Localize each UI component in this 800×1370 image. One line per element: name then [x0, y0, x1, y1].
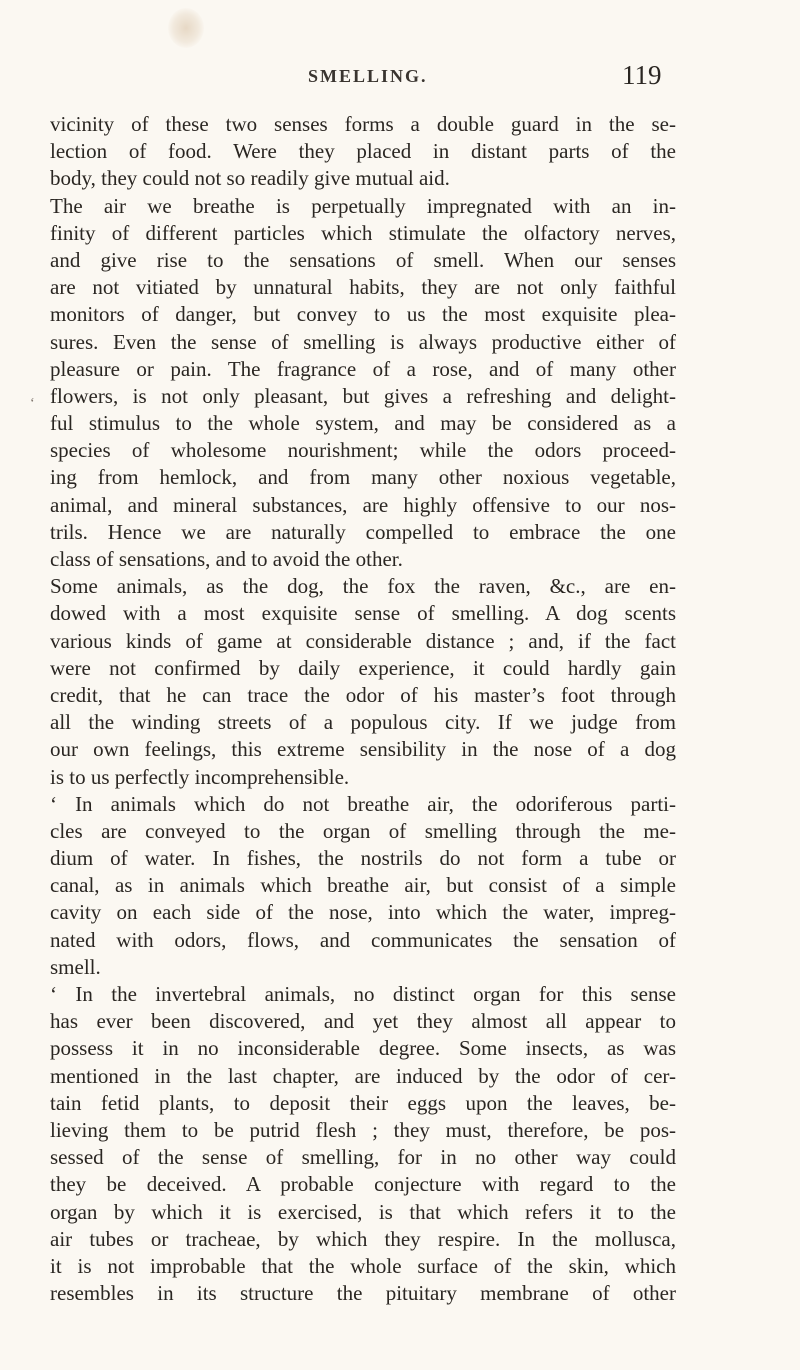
- text-line: has ever been discovered, and yet they almost all appear to: [50, 1009, 676, 1034]
- text-line: class of sensations, and to avoid the other.: [50, 547, 403, 571]
- text-line: it is not improbable that the whole surface of the skin, which: [50, 1253, 676, 1278]
- text-line: species of wholesome nourishment; while the odors proceed-: [50, 438, 676, 463]
- text-line: dium of water. In fishes, the nostrils do not form a tube or: [50, 846, 676, 871]
- text-line: cavity on each side of the nose, into which the water, impreg-: [50, 900, 676, 925]
- text-line: animal, and mineral substances, are highly offensive to our nos-: [50, 492, 676, 517]
- body-text: [50, 111, 676, 1307]
- text-line: The air we breathe is perpetually impregnated with an in-: [50, 193, 676, 218]
- text-line: lieving them to be putrid flesh ; they must, therefore, be pos-: [50, 1117, 676, 1142]
- text-line: cles are conveyed to the organ of smelling through the me-: [50, 818, 676, 843]
- margin-mark: ‘: [30, 396, 35, 411]
- text-line: sures. Even the sense of smelling is always productive either of: [50, 329, 676, 354]
- text-line: ‘ In the invertebral animals, no distinct organ for this sense: [50, 982, 676, 1006]
- text-line: all the winding streets of a populous city. If we judge from: [50, 710, 676, 735]
- text-line: various kinds of game at considerable distance ; and, if the fact: [50, 628, 676, 653]
- text-line: vicinity of these two senses forms a double guard in the se-: [50, 112, 676, 136]
- text-line: and give rise to the sensations of smell. When our senses: [50, 247, 676, 272]
- text-line: is to us perfectly incomprehensible.: [50, 764, 350, 789]
- text-line: pleasure or pain. The fragrance of a rose, and of many other: [50, 356, 676, 381]
- text-line: mentioned in the last chapter, are induced by the odor of cer-: [50, 1063, 676, 1088]
- running-head: SMELLING.: [308, 66, 428, 86]
- text-line: monitors of danger, but convey to us the most exquisite plea-: [50, 302, 676, 327]
- page-header: [0, 62, 800, 92]
- text-line: body, they could not so readily give mutual aid.: [50, 166, 450, 191]
- text-line: finity of different particles which stimulate the olfactory nerves,: [50, 220, 676, 245]
- text-line: tain fetid plants, to deposit their eggs upon the leaves, be-: [50, 1090, 676, 1115]
- text-line: nated with odors, flows, and communicates the sensation of: [50, 927, 676, 952]
- text-line: dowed with a most exquisite sense of smelling. A dog scents: [50, 601, 676, 626]
- text-line: sessed of the sense of smelling, for in no other way could: [50, 1145, 676, 1170]
- text-line: smell.: [50, 954, 101, 979]
- text-line: flowers, is not only pleasant, but gives a refreshing and delight-: [50, 383, 676, 408]
- text-line: our own feelings, this extreme sensibility in the nose of a dog: [50, 737, 676, 762]
- text-line: ing from hemlock, and from many other noxious vegetable,: [50, 465, 676, 490]
- text-line: organ by which it is exercised, is that which refers it to the: [50, 1199, 676, 1224]
- paper-stain: [168, 8, 204, 48]
- text-line: trils. Hence we are naturally compelled to embrace the one: [50, 519, 676, 544]
- page-number: 119: [622, 60, 662, 90]
- text-line: ‘ In animals which do not breathe air, the odoriferous parti-: [50, 791, 676, 816]
- text-line: air tubes or tracheae, by which they respire. In the mollusca,: [50, 1226, 676, 1251]
- text-line: resembles in its structure the pituitary membrane of other: [50, 1281, 676, 1306]
- text-line: ful stimulus to the whole system, and may be considered as a: [50, 411, 676, 436]
- text-line: possess it in no inconsiderable degree. Some insects, as was: [50, 1036, 676, 1061]
- text-line: they be deceived. A probable conjecture with regard to the: [50, 1172, 676, 1197]
- text-line: lection of food. Were they placed in distant parts of the: [50, 139, 676, 164]
- text-line: credit, that he can trace the odor of his master’s foot through: [50, 682, 676, 707]
- text-line: were not confirmed by daily experience, it could hardly gain: [50, 655, 676, 680]
- text-line: are not vitiated by unnatural habits, they are not only faithful: [50, 275, 676, 300]
- text-line: Some animals, as the dog, the fox the raven, &c., are en-: [50, 574, 676, 599]
- text-line: canal, as in animals which breathe air, but consist of a simple: [50, 873, 676, 898]
